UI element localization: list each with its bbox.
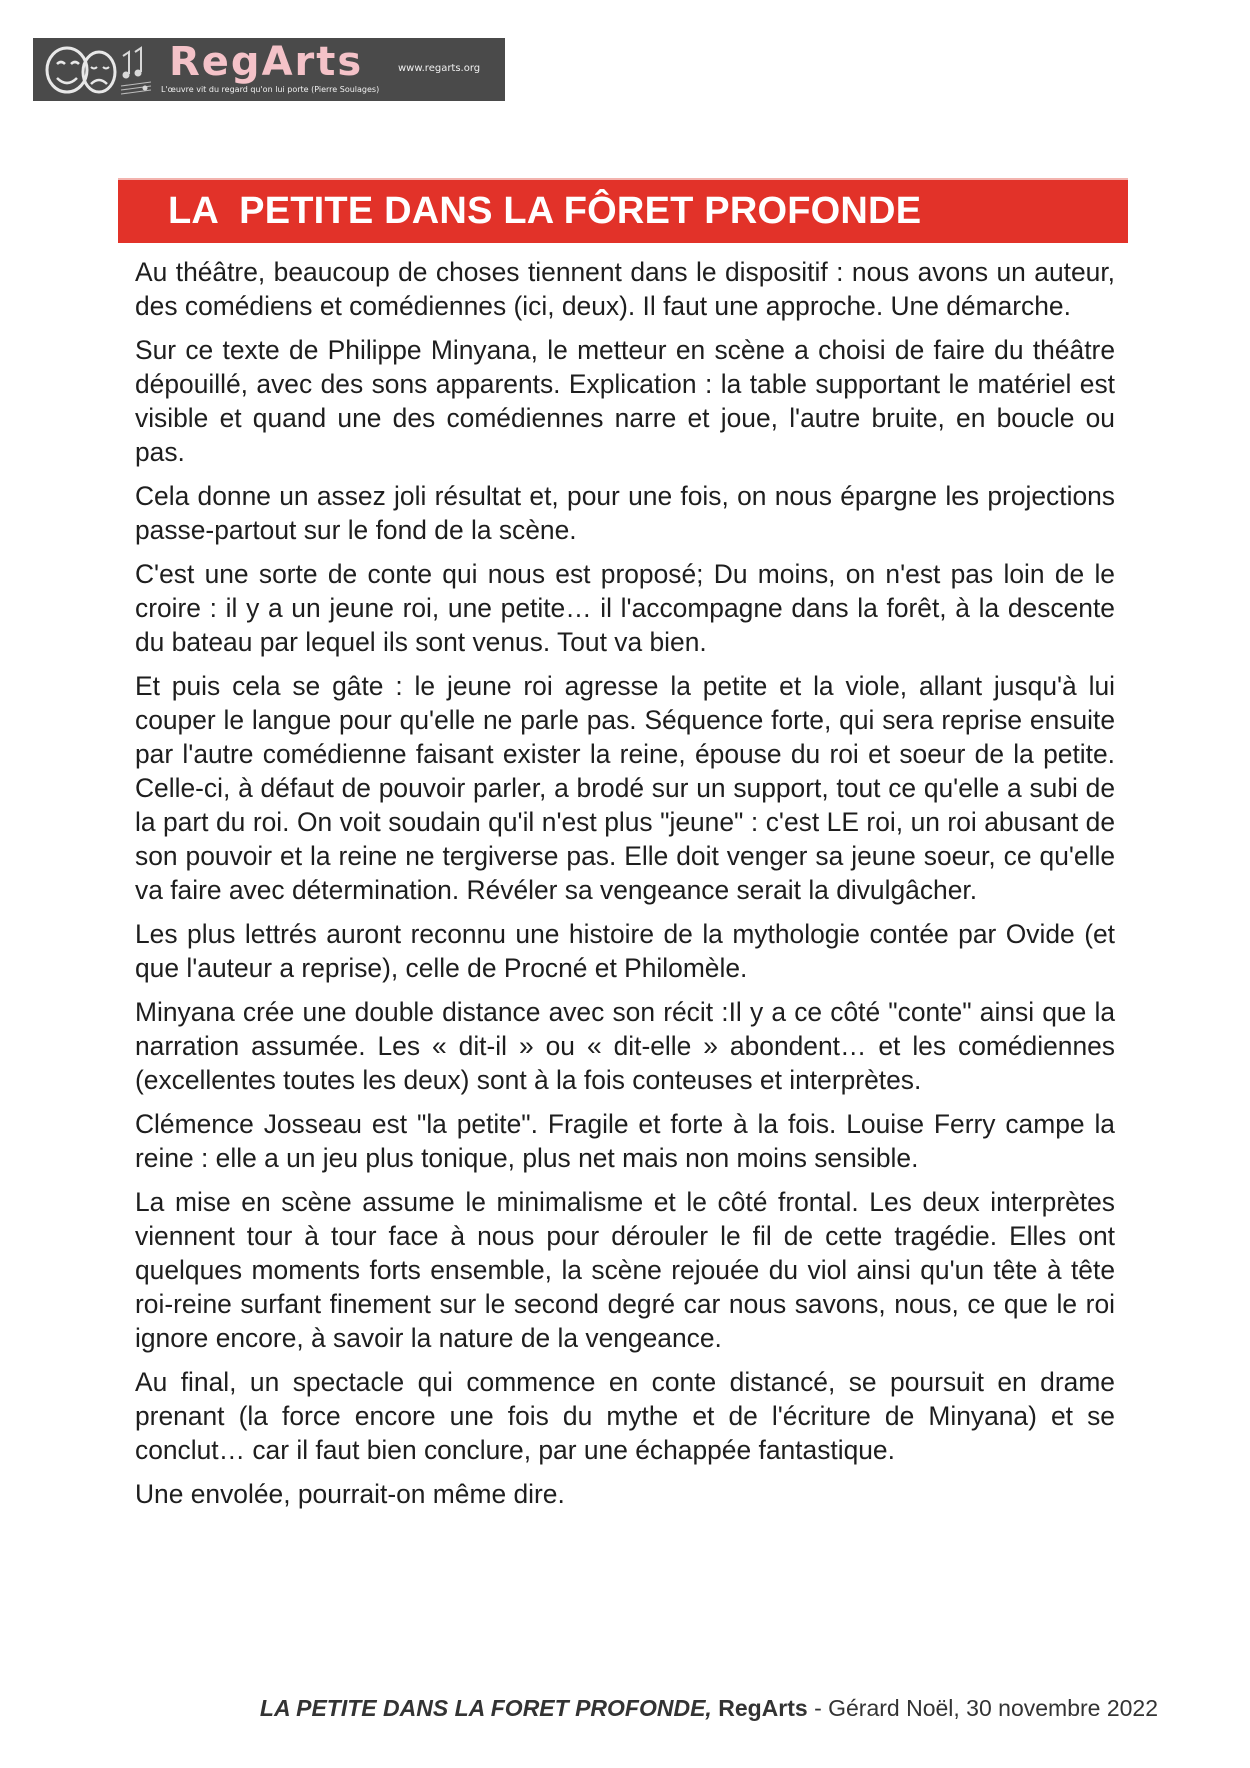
logo-url: www.regarts.org [398, 63, 481, 74]
footer-credit: - Gérard Noël, 30 novembre 2022 [807, 1695, 1158, 1721]
footer-title: LA PETITE DANS LA FORET PROFONDE, [259, 1695, 712, 1721]
paragraph: Au théâtre, beaucoup de choses tiennent dans le dispositif : nous avons un auteur, des comédiens et comédiennes (ici, deux). Il faut une approche. Une démarche. [135, 257, 1115, 321]
article-title: LA PETITE DANS LA FÔRET PROFONDE [168, 190, 922, 232]
paragraph: Sur ce texte de Philippe Minyana, le metteur en scène a choisi de faire du théâtre dépouillé, avec des sons apparents. Explication : la table supportant le matériel est visible et quand une des comédiennes narre et joue, l'autre bruite, en boucle ou pas. [135, 335, 1115, 467]
logo-tagline: L'œuvre vit du regard qu'on lui porte (Pierre Soulages) [161, 85, 380, 94]
paragraph: Minyana crée une double distance avec son récit :Il y a ce côté "conte" ainsi que la narration assumée. Les « dit-il » ou « dit-elle » abondent… et les comédiennes (excellentes toutes les deux) sont à la fois conteuses et interprètes. [135, 997, 1115, 1095]
footer-citation [260, 1695, 1158, 1722]
logo-name: RegArts [169, 39, 364, 85]
paragraph: Au final, un spectacle qui commence en conte distancé, se poursuit en drame prenant (la force encore une fois du mythe et de l'écriture de Minyana) et se conclut… car il faut bien conclure, par une échappée fantastique. [135, 1367, 1115, 1465]
paragraph: Une envolée, pourrait-on même dire. [135, 1479, 565, 1509]
regarts-logo [33, 38, 505, 101]
paragraph: C'est une sorte de conte qui nous est proposé; Du moins, on n'est pas loin de le croire : il y a un jeune roi, une petite… il l'accompagne dans la forêt, à la descente du bateau par lequel ils sont venus. Tout va bien. [135, 559, 1115, 657]
paragraph: La mise en scène assume le minimalisme et le côté frontal. Les deux interprètes viennent tour à tour face à nous pour dérouler le fil de cette tragédie. Elles ont quelques moments forts ensemble, la scène rejouée du viol ainsi qu'un tête à tête roi-reine surfant finement sur le second degré car nous savons, nous, ce que le roi ignore encore, à savoir la nature de la vengeance. [135, 1187, 1115, 1353]
paragraph: Les plus lettrés auront reconnu une histoire de la mythologie contée par Ovide (et que l'auteur a reprise), celle de Procné et Philomèle. [135, 919, 1115, 983]
title-banner [118, 180, 1128, 243]
theatre-masks-icon [37, 42, 157, 98]
paragraph: Cela donne un assez joli résultat et, pour une fois, on nous épargne les projections passe-partout sur le fond de la scène. [135, 481, 1115, 545]
paragraph: Clémence Josseau est "la petite". Fragile et forte à la fois. Louise Ferry campe la reine : elle a un jeu plus tonique, plus net mais non moins sensible. [135, 1109, 1115, 1173]
footer-site: RegArts [718, 1695, 808, 1721]
article-body [135, 255, 1115, 1521]
paragraph: Et puis cela se gâte : le jeune roi agresse la petite et la viole, allant jusqu'à lui couper le langue pour qu'elle ne parle pas. Séquence forte, qui sera reprise ensuite par l'autre comédienne faisant exister la reine, épouse du roi et soeur de la petite. Celle-ci, à défaut de pouvoir parler, a brodé sur un support, tout ce qu'elle a subi de la part du roi. On voit soudain qu'il n'est plus "jeune" : c'est LE roi, un roi abusant de son pouvoir et la reine ne tergiverse pas. Elle doit venger sa jeune soeur, ce qu'elle va faire avec détermination. Révéler sa vengeance serait la divulgâcher. [135, 671, 1115, 905]
